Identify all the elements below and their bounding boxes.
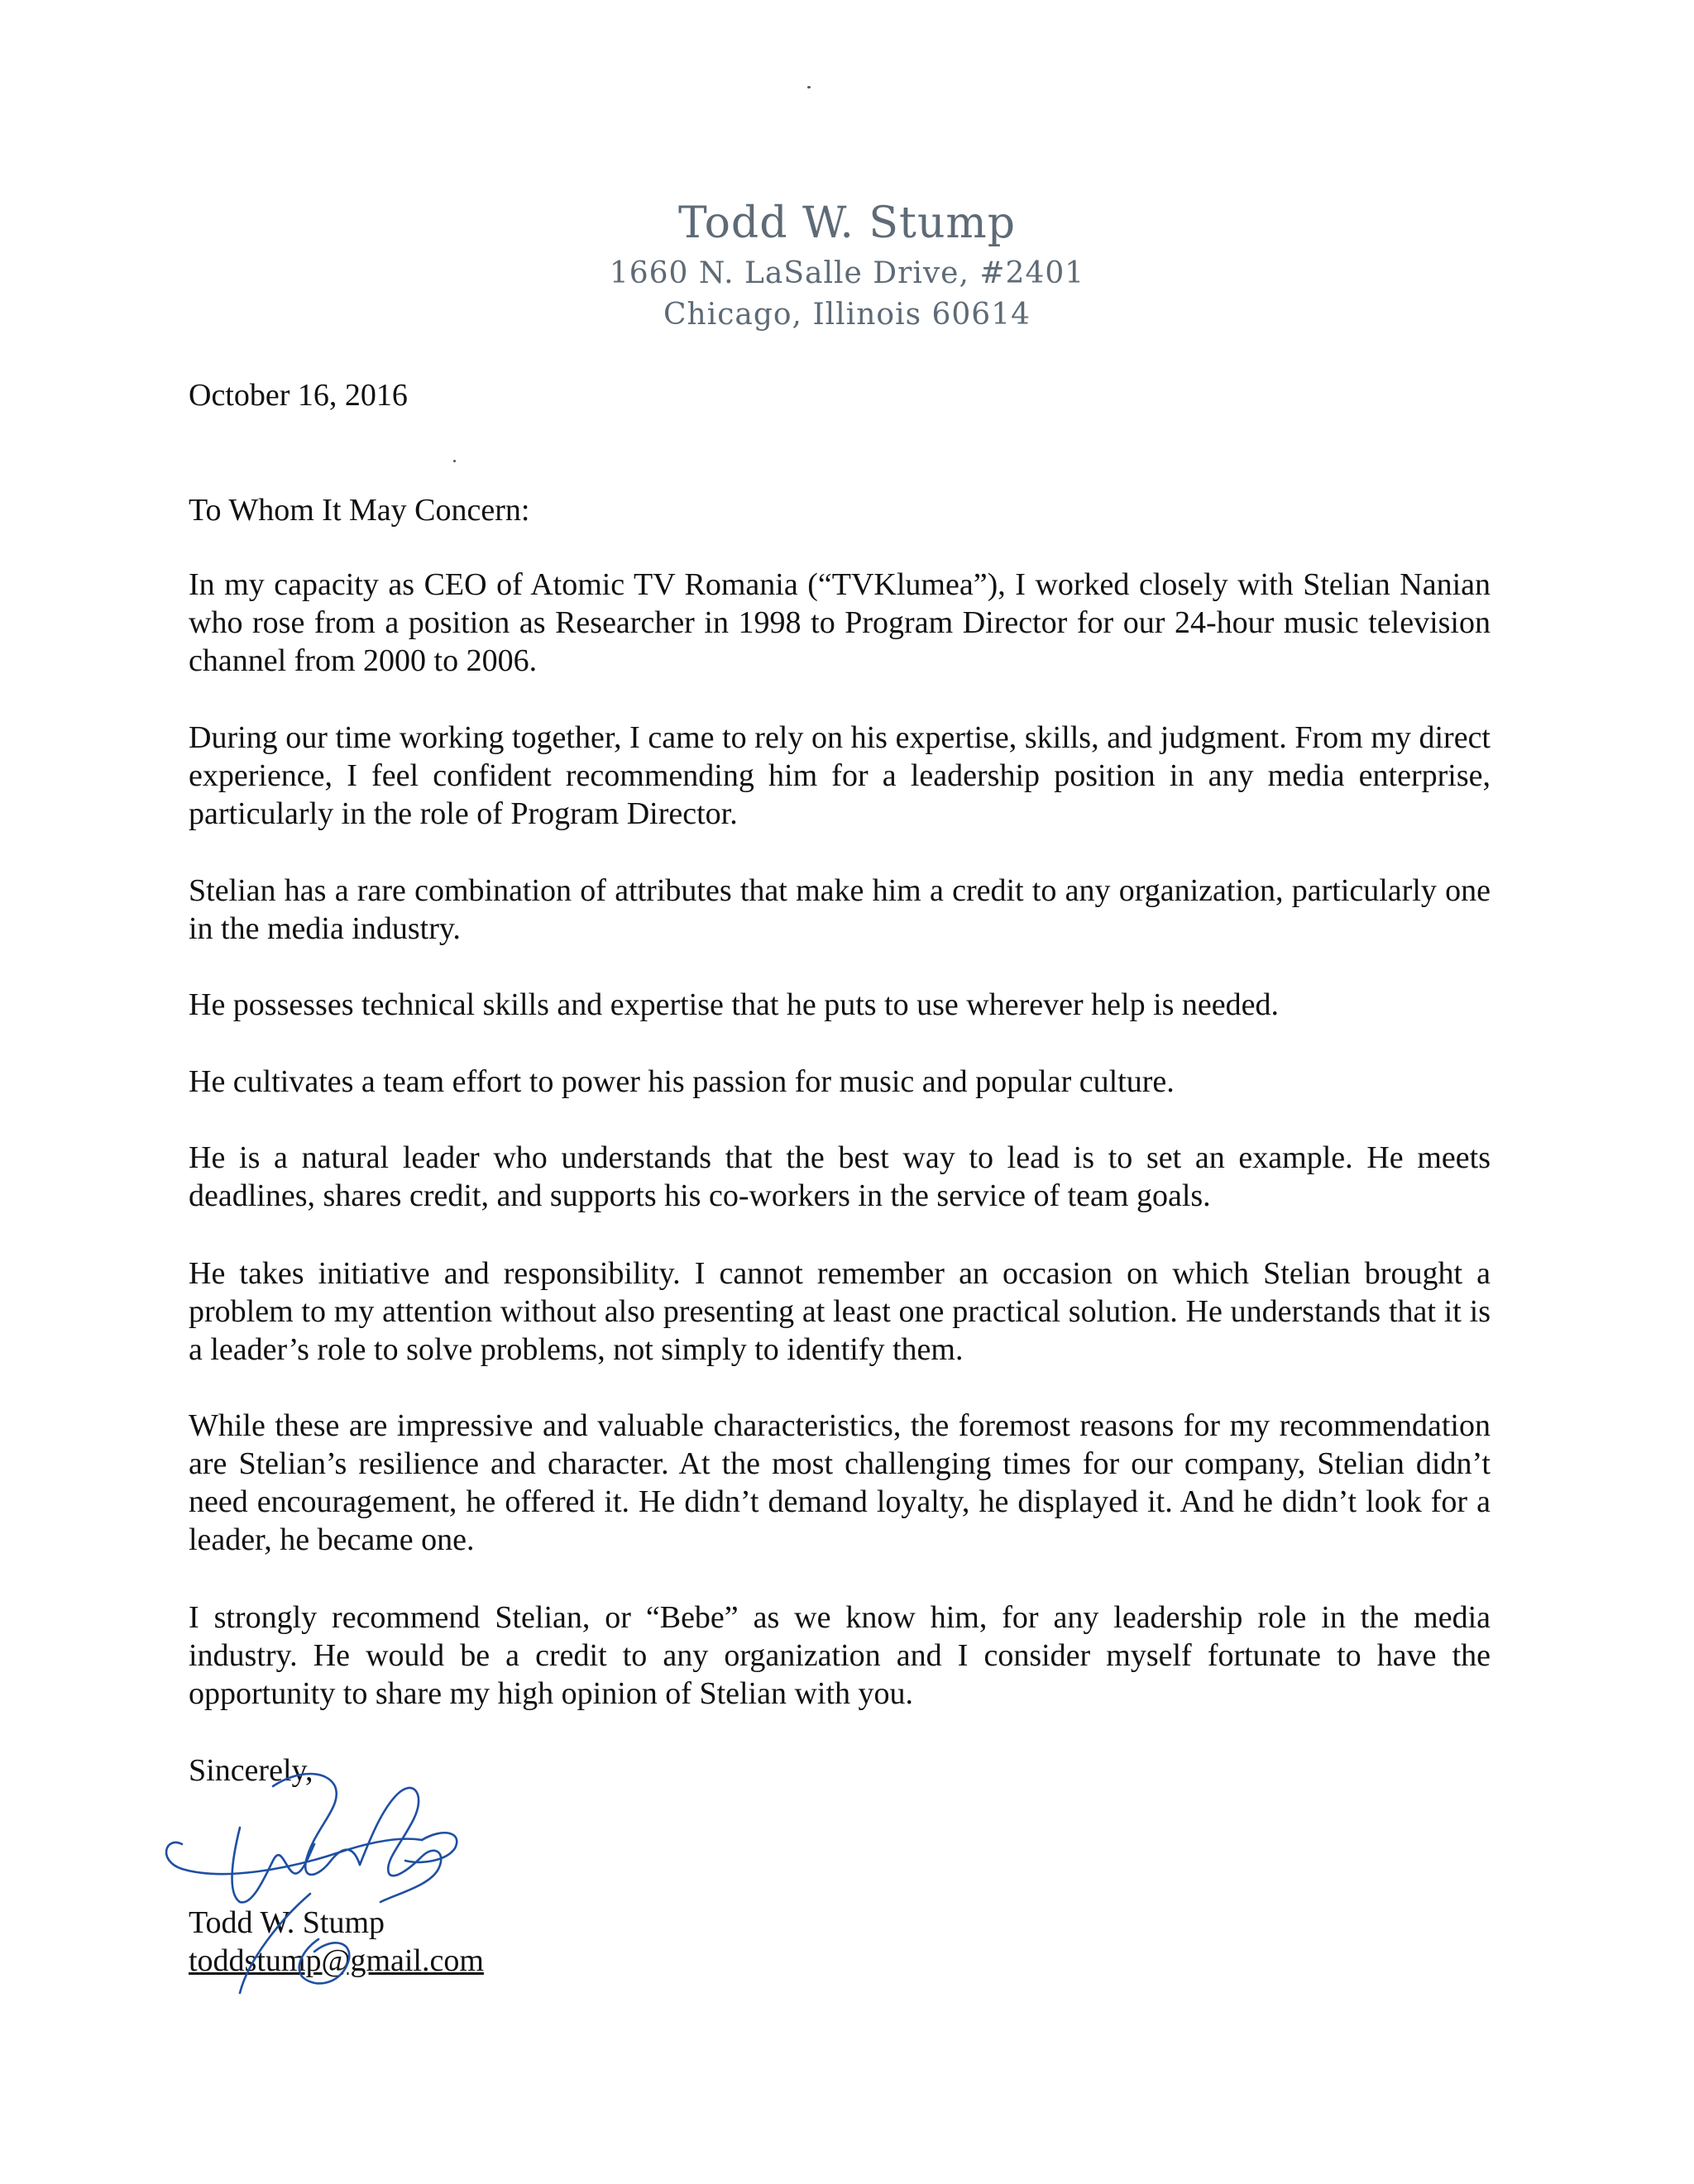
paragraph-1: In my capacity as CEO of Atomic TV Romania (“TVKlumea”), I worked closely with Stelian Nanian who rose from a position as Researcher in 1998 to Program Director for our 24-hour music television channel from 2000 to 2006.: [189, 567, 1491, 678]
paragraph-9: I strongly recommend Stelian, or “Bebe” as we know him, for any leadership role in the media industry. He would be a credit to any organization and I consider myself fortunate to have the opportunity to share my high opinion of Stelian with you.: [189, 1600, 1491, 1711]
letterhead-address-city: Chicago, Illinois 60614: [663, 298, 1031, 332]
scan-speck: [453, 460, 456, 462]
paragraph-8: While these are impressive and valuable characteristics, the foremost reasons for my recommendation are Stelian’s resilience and character. At the most challenging times for our company, Stelian didn’t need encouragement, he offered it. He didn’t demand loyalty, he displayed it. And he didn’t look for a leader, he became one.: [189, 1408, 1491, 1557]
paragraph-5: He cultivates a team effort to power his passion for music and popular culture.: [189, 1064, 1175, 1099]
paragraph-7: He takes initiative and responsibility. I cannot remember an occasion on which Stelian brought a problem to my attention without also presenting at least one practical solution. He understands that it is a leader’s role to solve problems, not simply to identify them.: [189, 1256, 1491, 1367]
paragraph-6: He is a natural leader who understands that the best way to lead is to set an example. He meets deadlines, shares credit, and supports his co-workers in the service of team goals.: [189, 1140, 1491, 1213]
salutation: To Whom It May Concern:: [189, 493, 530, 528]
letterhead-address-street: 1660 N. LaSalle Drive, #2401: [609, 256, 1085, 290]
signer-name: Todd W. Stump: [189, 1905, 385, 1940]
letterhead-name: Todd W. Stump: [677, 198, 1017, 248]
paragraph-3: Stelian has a rare combination of attributes that make him a credit to any organization, particularly one in the media industry.: [189, 873, 1491, 946]
scan-speck: [807, 86, 811, 88]
signer-email-link[interactable]: toddstump@gmail.com: [189, 1943, 484, 1978]
paragraph-2: During our time working together, I came to rely on his expertise, skills, and judgment. From my direct experience, I feel confident recommending him for a leadership position in any media enterprise, particularly in the role of Program Director.: [189, 720, 1491, 831]
paragraph-4: He possesses technical skills and expertise that he puts to use wherever help is needed.: [189, 987, 1280, 1022]
letter-date: October 16, 2016: [189, 378, 408, 413]
closing: Sincerely,: [189, 1753, 313, 1788]
